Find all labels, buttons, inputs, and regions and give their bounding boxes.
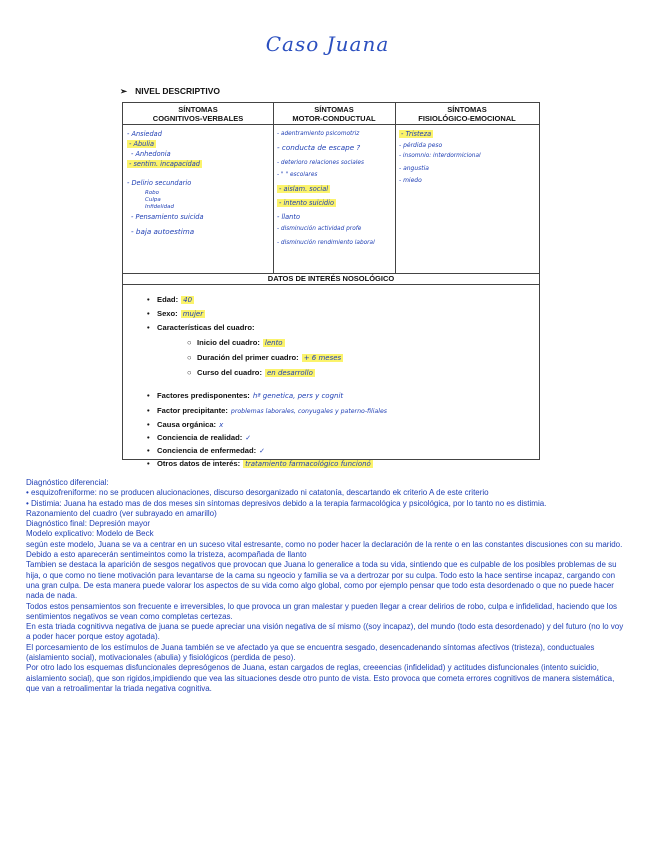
hw-col2-1: - conducta de escape ? — [277, 143, 361, 152]
item-caracteristicas: • Características del cuadro: — [147, 323, 255, 332]
item-precipitante: • Factor precipitante: problemas laborales, conyugales y paterno-filiales — [147, 406, 388, 415]
row-divider — [123, 284, 539, 285]
paragraph: Por otro lado los esquemas disfuncionales depresógenos de Juana, estan cargados de reglas, creeencias (infidelidad) y actitudes disfuncionales (intento suicidio, aislamiento social), que son rigidos,impidiendo que vea las situaciones desde otro punto de vista. Esto provoca que cometa errores cognitivos de manera sistemática, que van a retroalimentar la triada negativa cognitiva. — [26, 663, 615, 693]
hw-col1-2: - Anhedonia — [131, 150, 171, 158]
paragraph: En esta triada cognitivva negativa de juana se puede apreciar una visión negativa de sí mismo ((soy incapaz), del mundo (todo esta desordenado) y del futuro (no lo voy a poder hacer porque estoy agotada). — [26, 622, 624, 642]
paragraph: Todos estos pensamientos son frecuente e irreversibles, lo que provoca un gran malestar y pueden llegar a crear delirios de robo, culpa e infidelidad, haciendo que los sentimientos negativos se vean como completas certezas. — [26, 601, 618, 621]
hw-col1-9: - baja autoestima — [131, 227, 195, 236]
paragraph: Razonamiento del cuadro (ver subrayado en amarillo) — [26, 508, 217, 518]
hw-col3-4: - miedo — [399, 177, 422, 184]
hw-col1-8: - Pensamiento suicida — [131, 213, 204, 221]
hw-col1-1: - Abulia — [129, 140, 155, 148]
hw-col2-2: - deterioro relaciones sociales — [277, 160, 365, 166]
paragraph: Diagnóstico final: Depresión mayor — [26, 519, 151, 529]
header-physio: SÍNTOMAS FISIOLÓGICO-EMOCIONAL — [395, 103, 539, 125]
hw-col3-2: - insomnio: interdormicional — [399, 153, 481, 159]
diagnosis-text — [26, 478, 626, 694]
item-inicio: ○ Inicio del cuadro: lento — [187, 338, 283, 347]
item-otros-datos: • Otros datos de interés: tratamiento farmacológico funcionó — [147, 459, 371, 468]
hw-col2-5: - intento suicidio — [279, 199, 334, 207]
paragraph: El porcesamiento de los estímulos de Juana también se ve afectado ya que se encuentra sesgado, desencadenando síntomas afectivos (tristeza), conductuales (aislamiento social), motivacionales (abulia) y fisiológicos (perdida de peso). — [26, 642, 595, 663]
hw-col2-7: - disminución actividad profe — [277, 226, 362, 232]
nosologic-title: DATOS DE INTERÉS NOSOLÓGICO — [267, 274, 395, 283]
hw-col1-5: Robo — [145, 190, 160, 196]
item-sexo: • Sexo: mujer — [147, 309, 204, 318]
item-curso: ○ Curso del cuadro: en desarrollo — [187, 368, 313, 377]
item-conciencia-enfermedad: • Conciencia de enfermedad: ✓ — [147, 446, 266, 455]
page-title: Caso Juana — [265, 32, 390, 56]
hw-col2-6: - llanto — [277, 213, 300, 221]
list-item: • esquizofreniforme: no se producen alucionaciones, discurso desorganizado ni catatonía, descartando ek criterio A de este criterio — [26, 488, 489, 498]
item-edad: • Edad: 40 — [147, 295, 193, 304]
paragraph: Diagnóstico diferencial: — [26, 478, 109, 487]
header-cognitive: SÍNTOMAS COGNITIVOS-VERBALES — [123, 103, 273, 125]
section-heading: ➢ NIVEL DESCRIPTIVO — [120, 86, 220, 96]
hw-col1-4: - Delirio secundario — [127, 179, 192, 187]
symptoms-table — [122, 102, 540, 468]
hw-col2-8: - disminución rendimiento laboral — [277, 240, 375, 246]
column-divider — [273, 103, 274, 274]
hw-col3-0: - Tristeza — [401, 130, 432, 138]
item-predisponentes: • Factores predisponentes: hª genetica, pers y cognit — [147, 391, 344, 400]
list-item: • Distimia: Juana ha estado mas de dos meses sin síntomas depresivos debido a la terapia farmacológica y psicológica, por lo tanto no es distimia. — [26, 498, 547, 508]
item-conciencia-realidad: • Conciencia de realidad: ✓ — [147, 433, 252, 442]
hw-col1-7: Infidelidad — [145, 204, 174, 210]
paragraph: según este modelo, Juana se va a centrar en un suceso vital estresante, como no poder hacer la declaración de la rente o en las constantes discusiones con su marido. Debido a esto aparecerán sentimeintos como la tristeza, acompañada de llanto — [26, 539, 623, 560]
hw-col2-4: - aislam. social — [279, 185, 329, 193]
item-duracion: ○ Duración del primer cuadro: + 6 meses — [187, 353, 342, 362]
hw-col2-3: - " " escolares — [277, 172, 318, 178]
item-causa-organica: • Causa orgánica: x — [147, 420, 224, 429]
hw-col2-0: - adentramiento psicomotriz — [277, 131, 360, 137]
hw-col3-1: - pérdida peso — [399, 142, 443, 149]
header-motor: SÍNTOMAS MOTOR-CONDUCTUAL — [273, 103, 395, 125]
hw-col1-0: - Ansiedad — [127, 130, 162, 138]
arrow-bullet-icon: ➢ — [120, 86, 128, 96]
hw-col1-3: - sentim. incapacidad — [129, 160, 200, 168]
paragraph: Modelo explicativo: Modelo de Beck — [26, 529, 154, 539]
column-divider — [395, 103, 396, 274]
hw-col1-6: Culpa — [145, 197, 161, 203]
paragraph: Tambien se destaca la aparición de sesgos negativos que provocan que Juana lo generalice a toda su vida, sintiendo que es culpable de los posibles problemas de su hija, o que como no tiene motivación para levantarse de la cama su ngeocio y familia se va a dertrozar por su culpa. Todo esto la hace sentirse incapaz, cargando con una gran culpa. De esta manera puede valorar los aspectos de su vida como algo global, como por ejemplo pensar que todo esta desordenado o que no puede hacer nada de nada. — [26, 560, 617, 601]
hw-col3-3: - angustia — [399, 165, 429, 172]
